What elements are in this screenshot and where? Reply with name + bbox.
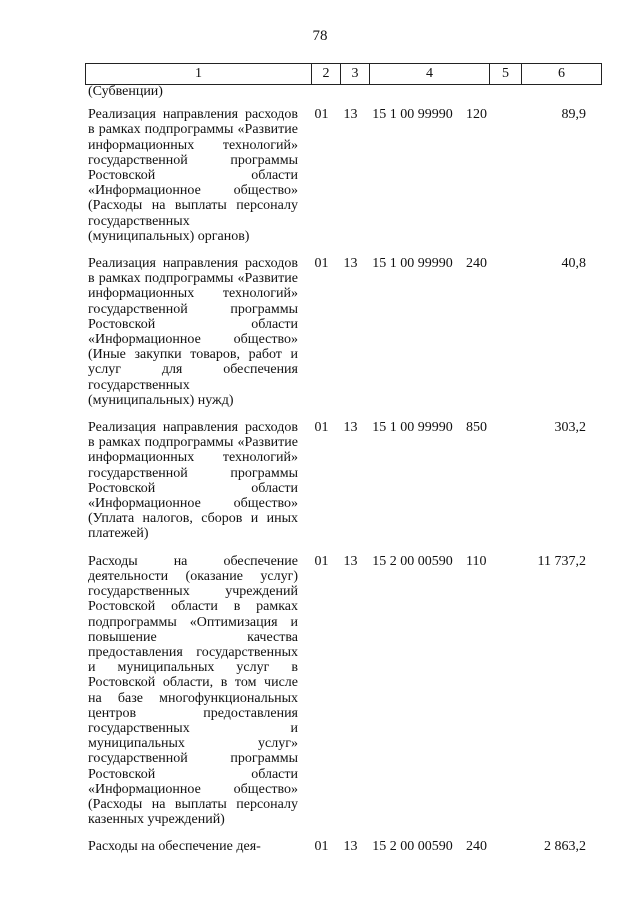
row-pr: 13: [343, 420, 358, 436]
row-rz: 01: [314, 107, 329, 123]
row-vr: 110: [466, 553, 487, 569]
table-row: [85, 554, 601, 828]
row-description: Реализация направления расходов в рамках подпрограммы «Развитие информационных технологий» государственной программы Ростовской области «Информационное общество» (Иные закупки товаров, работ и услуг для обеспечения государственных (муниципальных) нужд): [88, 256, 298, 408]
header-col-4: 4: [370, 64, 490, 85]
row-rz: 01: [314, 256, 329, 272]
row-sum: 40,8: [561, 256, 586, 272]
table-row-continuation: [85, 84, 601, 99]
row-pr: 13: [343, 553, 358, 569]
header-col-6: 6: [522, 64, 602, 85]
row-pr: 13: [343, 256, 358, 272]
row-description: Расходы на обеспечение деятельности (оказание услуг) государственных учреждений Ростовской области в рамках подпрограммы «Оптимизация и повышение качества предоставления государственных и муниципальных услуг в Ростовской области, в том числе на базе многофункциональных центров предоставления государственных и муниципальных услуг» государственной программы Ростовской области «Информационное общество» (Расходы на выплаты персоналу казенных учреждений): [88, 553, 298, 828]
row-description: Реализация направления расходов в рамках подпрограммы «Развитие информационных технологий» государственной программы Ростовской области «Информационное общество» (Расходы на выплаты персоналу государственных (муниципальных) органов): [88, 107, 298, 244]
table-header: [85, 63, 602, 85]
row-rz: 01: [314, 839, 329, 855]
row-csr: 15 1 00 99990: [372, 420, 453, 436]
header-col-2: 2: [312, 64, 341, 85]
row-rz: 01: [314, 420, 329, 436]
header-col-1: 1: [86, 64, 312, 85]
row-sum: 303,2: [554, 420, 586, 436]
row-sum: 11 737,2: [537, 553, 586, 569]
table-row: [85, 839, 601, 854]
row-pr: 13: [343, 839, 358, 855]
continuation-text: (Субвенции): [88, 84, 163, 99]
row-description: Расходы на обеспечение дея-: [88, 839, 261, 855]
row-vr: 850: [466, 420, 487, 436]
table-row: [85, 256, 601, 408]
table-row: [85, 107, 601, 244]
row-vr: 120: [466, 107, 487, 123]
page-number: 78: [312, 28, 328, 44]
row-vr: 240: [466, 256, 487, 272]
row-csr: 15 1 00 99990: [372, 256, 453, 272]
row-description: Реализация направления расходов в рамках подпрограммы «Развитие информационных технологий» государственной программы Ростовской области «Информационное общество» (Уплата налогов, сборов и иных платежей): [88, 420, 298, 542]
table-row: [85, 420, 601, 542]
header-col-3: 3: [341, 64, 370, 85]
row-pr: 13: [343, 107, 358, 123]
row-rz: 01: [314, 553, 329, 569]
header-col-5: 5: [490, 64, 522, 85]
row-csr: 15 1 00 99990: [372, 107, 453, 123]
row-sum: 89,9: [561, 107, 586, 123]
row-sum: 2 863,2: [544, 839, 586, 855]
row-vr: 240: [466, 839, 487, 855]
row-csr: 15 2 00 00590: [372, 553, 453, 569]
row-csr: 15 2 00 00590: [372, 839, 453, 855]
table-body: [85, 84, 601, 867]
